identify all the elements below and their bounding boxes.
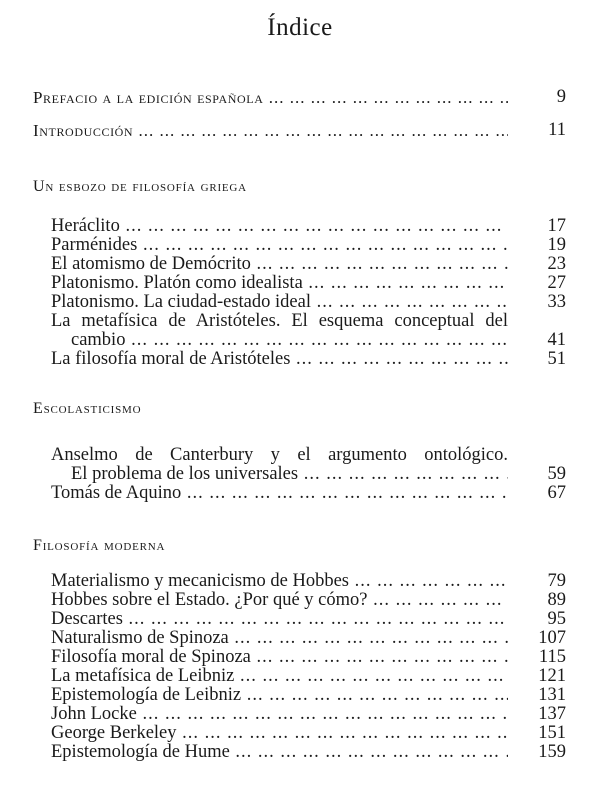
toc-entry (0, 572, 600, 591)
page-number: 27 (547, 273, 566, 293)
page-number: 131 (538, 685, 566, 705)
page-number: 51 (547, 349, 566, 369)
entry-title-text: Anselmo de Canterbury y el argumento ontológico. (51, 446, 508, 465)
toc-entry (0, 217, 600, 236)
dot-leader (290, 350, 508, 369)
page-number: 41 (547, 330, 566, 350)
dot-leader (311, 293, 508, 312)
entry-title-text: Tomás de Aquino (51, 484, 182, 503)
dot-leader (181, 484, 508, 503)
entry-title-text: Prefacio a la edición española (33, 88, 264, 107)
section-heading: Filosofía moderna (33, 537, 166, 554)
entry-title-text: Platonismo. Platón como idealista (51, 274, 303, 293)
dot-leader (177, 724, 508, 743)
dot-leader (137, 236, 508, 255)
dot-leader (298, 465, 508, 484)
entry-title (51, 591, 508, 610)
toc-entry (0, 465, 600, 484)
section-entries (0, 217, 600, 369)
dot-leader (120, 217, 508, 236)
entry-title-text: La metafísica de Aristóteles. El esquema conceptual del (51, 312, 508, 331)
page-number: 115 (538, 647, 566, 667)
entry-title (33, 88, 508, 107)
page-number: 151 (538, 723, 566, 743)
toc-entry (0, 610, 600, 629)
entry-title (51, 274, 508, 293)
entry-title-text: Epistemología de Leibniz (51, 686, 242, 705)
section-heading: Escolasticismo (33, 400, 142, 417)
entry-title-text: Epistemología de Hume (51, 743, 230, 762)
toc-entry (0, 484, 600, 503)
dot-leader (251, 648, 508, 667)
toc-entry (0, 274, 600, 293)
page-number: 107 (538, 628, 566, 648)
toc-entry (0, 121, 600, 140)
entry-title-text: Materialismo y mecanicismo de Hobbes (51, 572, 349, 591)
dot-leader (263, 88, 508, 107)
dot-leader (241, 686, 508, 705)
page-number: 137 (538, 704, 566, 724)
entry-title-text: John Locke (51, 705, 137, 724)
entry-title-text: El problema de los universales (71, 465, 299, 484)
dot-leader (123, 610, 508, 629)
entry-title (71, 331, 508, 350)
page-number: 79 (547, 571, 566, 591)
entry-title-text: Descartes (51, 610, 123, 629)
toc-entry (0, 236, 600, 255)
entry-title-text: La metafísica de Leibniz (51, 667, 235, 686)
dot-leader (349, 572, 508, 591)
dot-leader (230, 743, 508, 762)
dot-leader (133, 121, 508, 140)
section-entries (0, 446, 600, 503)
toc-entry (0, 591, 600, 610)
dot-leader (303, 274, 508, 293)
entry-title (71, 465, 508, 484)
entry-title (51, 312, 508, 331)
section-entries (0, 572, 600, 762)
dot-leader (367, 591, 508, 610)
toc-entry (0, 312, 600, 331)
entry-title-text: El atomismo de Demócrito (51, 255, 251, 274)
page-number: 19 (547, 235, 566, 255)
page-number: 159 (538, 742, 566, 762)
entry-title-text: Introducción (33, 121, 134, 140)
page-number: 95 (547, 609, 566, 629)
toc-entry (0, 446, 600, 465)
entry-title-text: Naturalismo de Spinoza (51, 629, 229, 648)
entry-title (51, 236, 508, 255)
page-number: 67 (547, 483, 566, 503)
toc-entry (0, 293, 600, 312)
entry-title (51, 484, 508, 503)
toc-entry (0, 88, 600, 107)
toc-entry (0, 724, 600, 743)
toc-entry (0, 648, 600, 667)
entry-title (51, 724, 508, 743)
entry-title (51, 686, 508, 705)
toc-entry (0, 686, 600, 705)
page-number: 11 (548, 120, 566, 140)
entry-title (51, 350, 508, 369)
toc-entry (0, 743, 600, 762)
entry-title (51, 217, 508, 236)
entry-title (51, 743, 508, 762)
toc-entry (0, 255, 600, 274)
toc-entry (0, 629, 600, 648)
page-number: 121 (538, 666, 566, 686)
toc-entry (0, 667, 600, 686)
entry-title (51, 255, 508, 274)
dot-leader (125, 331, 508, 350)
dot-leader (234, 667, 508, 686)
toc-entry (0, 705, 600, 724)
entry-title (33, 121, 508, 140)
entry-title-text: La filosofía moral de Aristóteles (51, 350, 291, 369)
section-heading: Un esbozo de filosofía griega (33, 178, 247, 195)
page-number: 17 (547, 216, 566, 236)
entry-title (51, 648, 508, 667)
entry-title-text: George Berkeley (51, 724, 177, 743)
entry-title (51, 572, 508, 591)
page-title: Índice (267, 14, 333, 41)
entry-title (51, 610, 508, 629)
main-entries (0, 88, 600, 140)
entry-title-text: Hobbes sobre el Estado. ¿Por qué y cómo? (51, 591, 368, 610)
dot-leader (229, 629, 508, 648)
entry-title (51, 446, 508, 465)
page-number: 89 (547, 590, 566, 610)
entry-title-text: cambio (71, 331, 126, 350)
entry-title (51, 629, 508, 648)
entry-title (51, 667, 508, 686)
entry-title-text: Filosofía moral de Spinoza (51, 648, 251, 667)
page-number: 59 (547, 464, 566, 484)
entry-title-text: Parménides (51, 236, 138, 255)
entry-title (51, 293, 508, 312)
toc-entry (0, 331, 600, 350)
page-number: 33 (547, 292, 566, 312)
entry-title-text: Heráclito (51, 217, 120, 236)
page-number: 23 (547, 254, 566, 274)
toc-entry (0, 350, 600, 369)
page-number: 9 (556, 87, 566, 107)
entry-title-text: Platonismo. La ciudad-estado ideal (51, 293, 311, 312)
dot-leader (137, 705, 508, 724)
entry-title (51, 705, 508, 724)
dot-leader (251, 255, 508, 274)
